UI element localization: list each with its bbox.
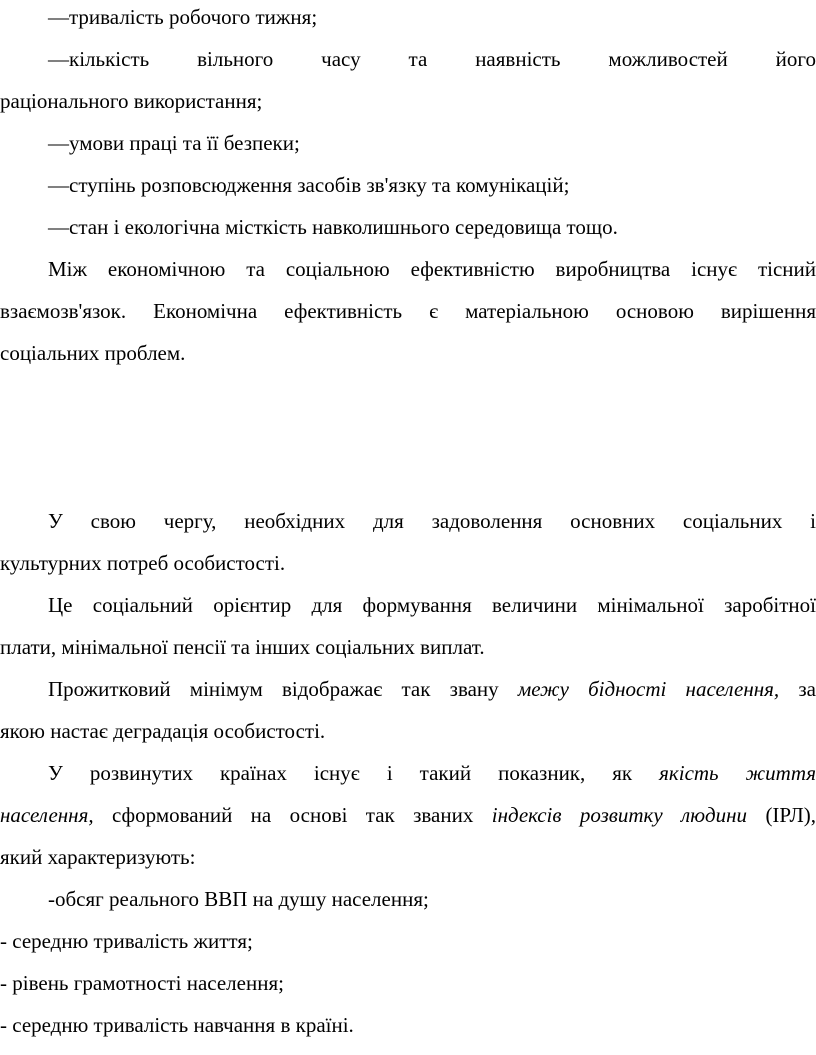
paragraph-line: плати, мінімальної пенсії та інших соціальних виплат.	[0, 635, 485, 659]
paragraph-line: Це соціальний орієнтир для формування величини мінімальної заробітної	[48, 593, 816, 617]
paragraph-line: соціальних проблем.	[0, 341, 186, 365]
list-item: —стан і екологічна місткість навколишнього середовища тощо.	[48, 215, 618, 239]
list-item: - середню тривалість навчання в країні.	[0, 1013, 354, 1037]
text-segment: У розвинутих країнах існує і такий показник, як	[48, 761, 633, 785]
list-item: —умови праці та її безпеки;	[48, 131, 300, 155]
italic-term: якість життя	[659, 761, 816, 785]
italic-term: межу бідності населення,	[517, 677, 780, 701]
list-item: - рівень грамотності населення;	[0, 971, 284, 995]
list-item: —кількість вільного часу та наявність можливостей його	[48, 47, 816, 71]
list-item-continuation: раціонального використання;	[0, 89, 263, 113]
list-item: —тривалість робочого тижня;	[48, 5, 318, 29]
paragraph-line: Між економічною та соціальною ефективністю виробництва існує тісний	[48, 257, 816, 281]
italic-term: індексів розвитку людини	[491, 803, 748, 827]
text-segment: сформований на основі так званих	[111, 803, 474, 827]
text-segment: (ІРЛ),	[765, 803, 816, 827]
paragraph-line: який характеризують:	[0, 845, 196, 869]
paragraph-line: культурних потреб особистості.	[0, 551, 286, 575]
paragraph-line	[48, 758, 816, 788]
paragraph-line: взаємозв'язок. Економічна ефективність є матеріальною основою вирішення	[0, 299, 816, 323]
list-item: -обсяг реального ВВП на душу населення;	[48, 887, 429, 911]
italic-term: населення,	[0, 803, 94, 827]
list-item: —ступінь розповсюдження засобів зв'язку та комунікацій;	[48, 173, 570, 197]
paragraph-line: У свою чергу, необхідних для задоволення основних соціальних і	[48, 509, 816, 533]
text-segment: Прожитковий мінімум відображає так звану	[48, 677, 499, 701]
paragraph-line	[0, 800, 816, 830]
text-segment: за	[798, 677, 816, 701]
list-item: - середню тривалість життя;	[0, 929, 253, 953]
paragraph-line: якою настає деградація особистості.	[0, 719, 326, 743]
paragraph-line	[48, 674, 816, 704]
